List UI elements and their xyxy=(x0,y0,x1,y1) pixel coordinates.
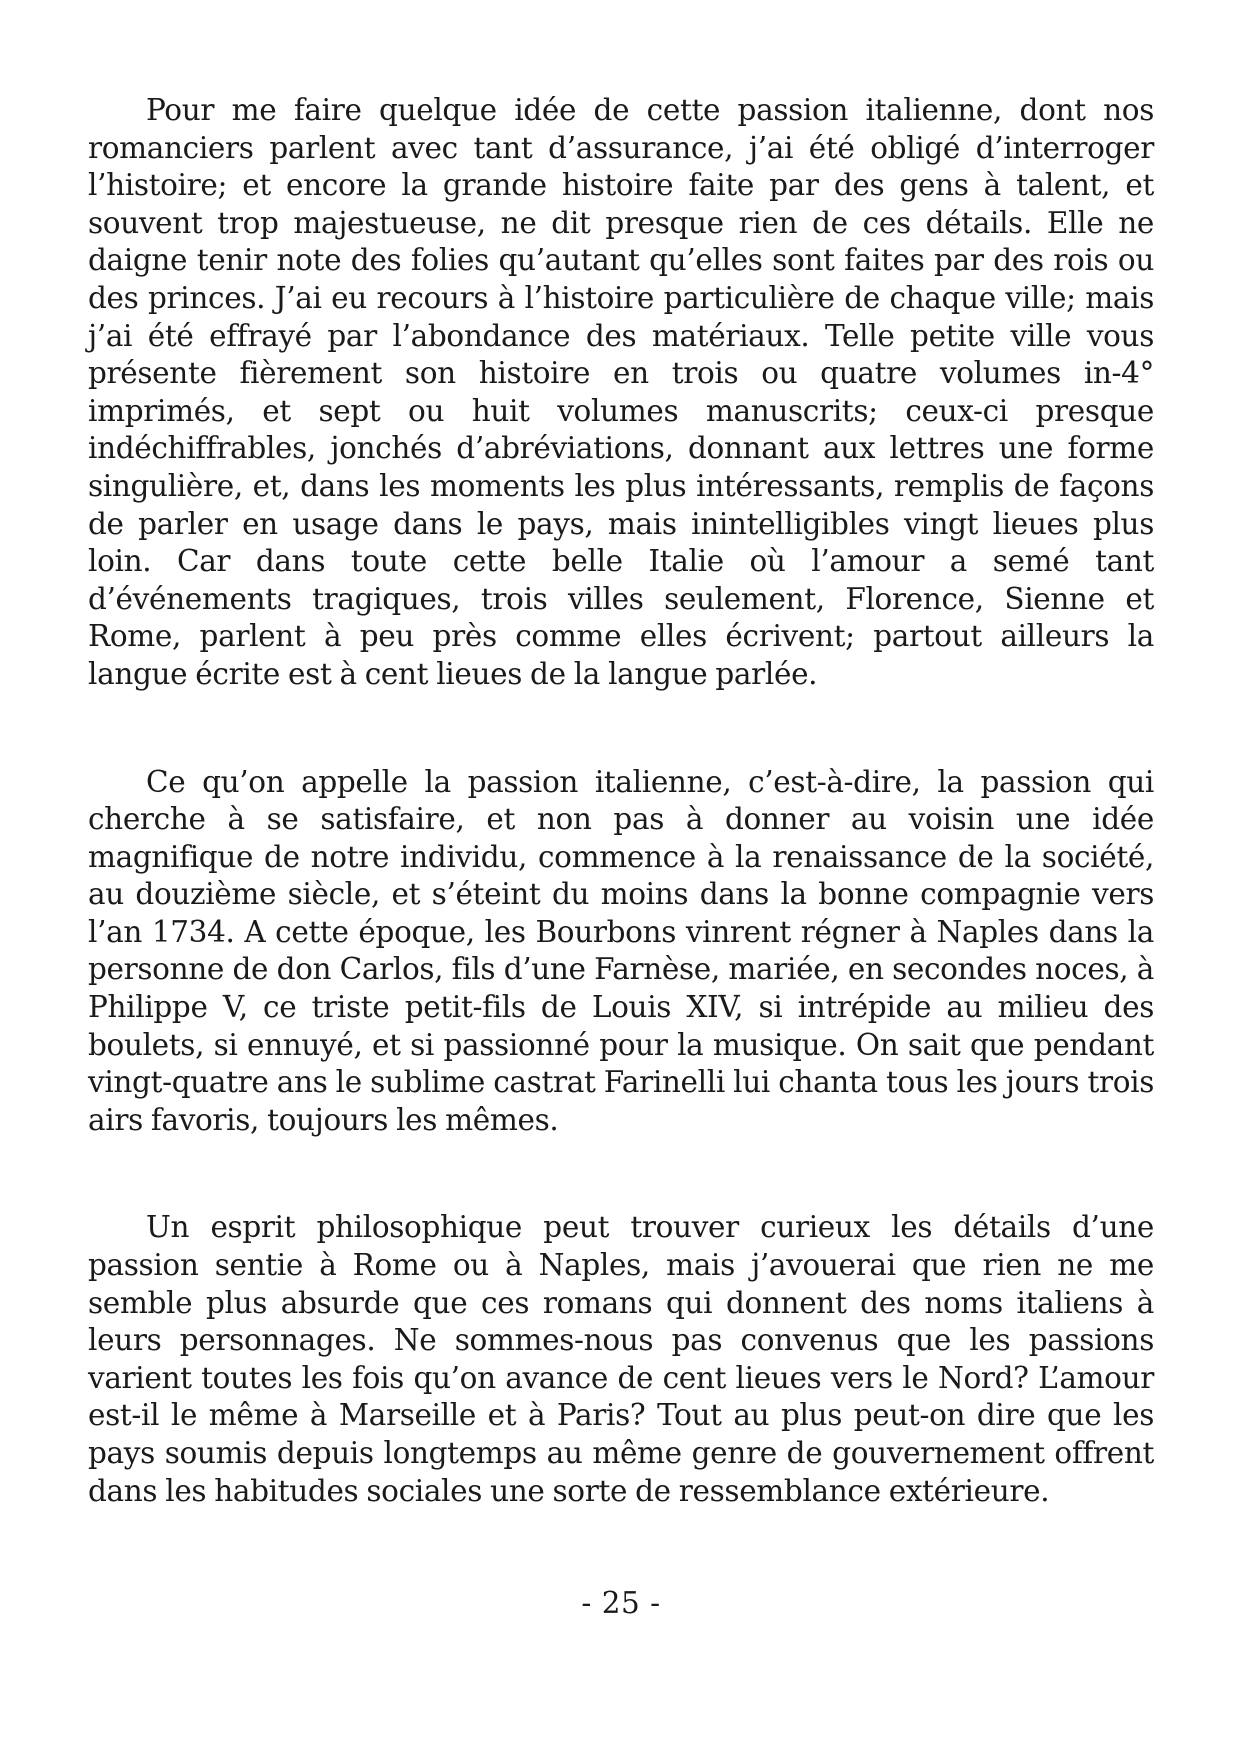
paragraph-1: Pour me faire quelque idée de cette passion italienne, dont nos romanciers parlent avec tant d’assurance, j’ai été obligé d’interroger l’histoire; et encore la grande histoire faite par des gens à talent, et souvent trop majestueuse, ne dit presque rien de ces détails. Elle ne daigne tenir note des folies qu’autant qu’elles sont faites par des rois ou des princes. J’ai eu recours à l’histoire particulière de chaque ville; mais j’ai été effrayé par l’abondance des matériaux. Telle petite ville vous présente fièrement son histoire en trois ou quatre volumes in-4° imprimés, et sept ou huit volumes manuscrits; ceux-ci presque indéchiffrables, jonchés d’abréviations, donnant aux lettres une forme singulière, et, dans les moments les plus intéressants, remplis de façons de parler en usage dans le pays, mais inintelligibles vingt lieues plus loin. Car dans toute cette belle Italie où l’amour a semé tant d’événements tragiques, trois villes seulement, Florence, Sienne et Rome, parlent à peu près comme elles écrivent; partout ailleurs la langue écrite est à cent lieues de la langue parlée. xyxy=(88,93,1154,691)
paragraph-2: Ce qu’on appelle la passion italienne, c’est-à-dire, la passion qui cherche à se satisfaire, et non pas à donner au voisin une idée magnifique de notre individu, commence à la renaissance de la société, au douzième siècle, et s’éteint du moins dans la bonne compagnie vers l’an 1734. A cette époque, les Bourbons vinrent régner à Naples dans la personne de don Carlos, fils d’une Farnèse, mariée, en secondes noces, à Philippe V, ce triste petit-fils de Louis XIV, si intrépide au milieu des boulets, si ennuyé, et si passionné pour la musique. On sait que pendant vingt-quatre ans le sublime castrat Farinelli lui chanta tous les jours trois airs favoris, toujours les mêmes. xyxy=(88,764,1154,1137)
page-number: - 25 - xyxy=(581,1586,661,1620)
page-body xyxy=(88,92,1154,1510)
paragraph-3: Un esprit philosophique peut trouver curieux les détails d’une passion sentie à Rome ou à Naples, mais j’avouerai que rien ne me semble plus absurde que ces romans qui donnent des noms italiens à leurs personnages. Ne sommes-nous pas convenus que les passions varient toutes les fois qu’on avance de cent lieues vers le Nord? L’amour est-il le même à Marseille et à Paris? Tout au plus peut-on dire que les pays soumis depuis longtemps au même genre de gouvernement offrent dans les habitudes sociales une sorte de ressemblance extérieure. xyxy=(88,1210,1154,1508)
